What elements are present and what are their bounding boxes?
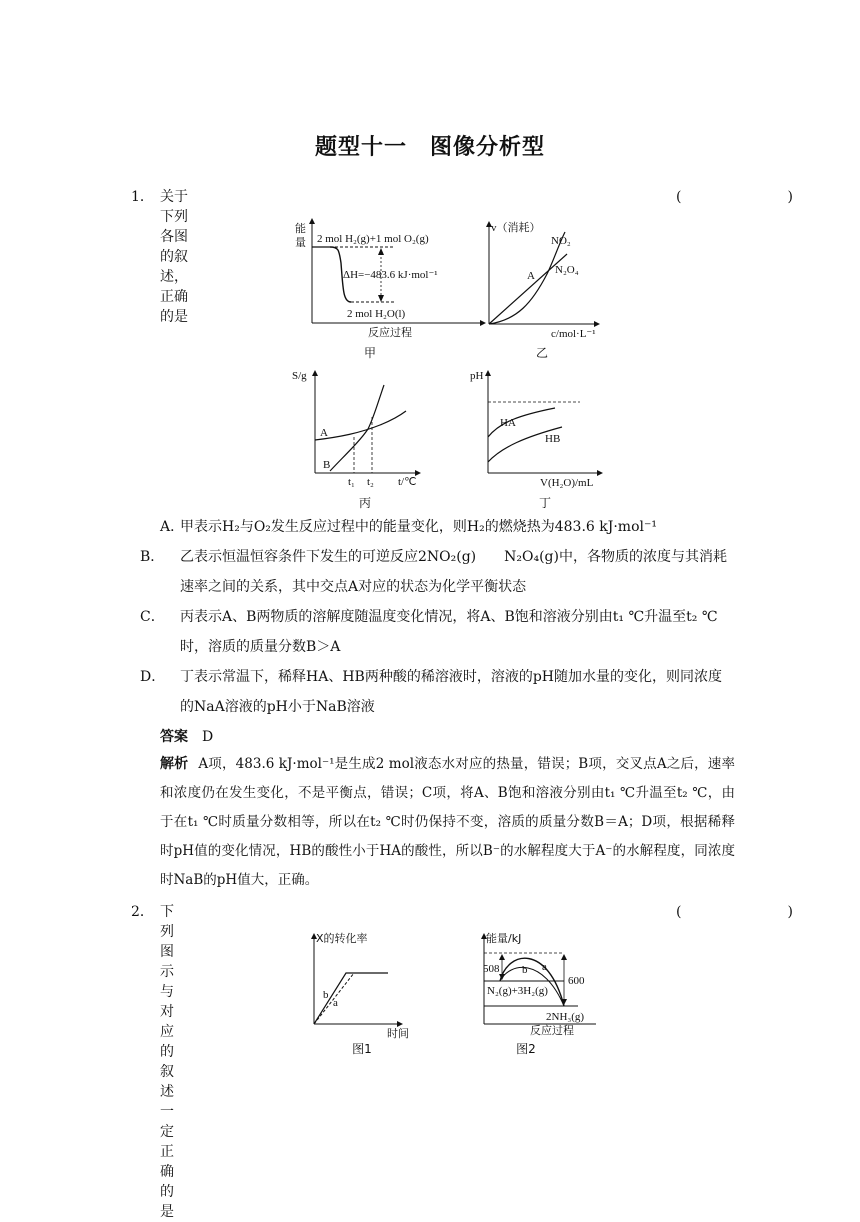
option-a [160,512,735,542]
answer-value: D [202,729,214,745]
answer-parentheses: ( ) [676,904,819,920]
solubility-chart [290,367,430,492]
x-axis-label: c/mol·L⁻¹ [551,328,596,340]
tick-t2: t₂ [367,476,374,488]
product-label: 2 mol H₂O(l) [347,308,406,320]
figure-2 [478,930,608,1060]
delta-h-label: ΔH=−483.6 kJ·mol⁻¹ [343,269,438,281]
figure-caption: 乙 [535,346,548,360]
y-axis-label-line2: 量 [295,236,306,249]
ph-dilution-chart [470,367,610,492]
page-title: 题型十一 图像分析型 [314,135,545,160]
conversion-chart [302,930,412,1040]
series-label-a: a [542,961,547,973]
series-label-hb: HB [545,433,561,445]
product-label: 2NH₃(g) [546,1011,585,1023]
figure-caption: 丙 [358,496,371,510]
series-label-a: A [320,427,328,439]
y-axis-label: X的转化率 [316,932,368,945]
rate-concentration-chart [477,218,607,343]
x-axis-label: t/℃ [398,476,417,488]
energy-diagram [295,218,495,343]
series-label-a: a [333,997,338,1009]
option-text: 乙表示恒温恒容条件下发生的可逆反应2NO₂(g) N₂O₄(g)中，各物质的浓度与其消耗速率之间的关系，其中交点A对应的状态为化学平衡状态 [180,549,727,595]
energy-profile-chart [478,930,608,1040]
figure-1 [302,930,412,1060]
figure-bing [290,367,430,512]
figure-caption: 甲 [363,346,376,360]
option-c [140,602,735,662]
y-axis-label-line1: 能 [295,222,306,235]
x-axis-label: V(H₂O)/mL [540,477,594,489]
series-label-b: b [323,989,329,1001]
figure-jia [295,218,495,358]
figure-caption: 丁 [538,496,551,510]
option-label: D． [140,669,166,685]
option-label: C． [140,609,165,625]
curve-a [315,411,406,440]
series-label-n2o4: N₂O₄ [555,264,579,276]
option-b [140,542,735,602]
option-text: 丙表示A、B两物质的溶解度随温度变化情况，将A、B饱和溶液分别由t₁ ℃升温至t₂ ℃时，溶质的质量分数B＞A [180,609,718,655]
option-d [140,662,735,722]
question-number: 1． [131,189,154,205]
figure-caption: 图1 [352,1042,372,1056]
answer-parentheses: ( ) [676,189,819,205]
series-label-no2: NO₂ [551,235,571,247]
activation-energy-left: 508 [483,963,500,975]
option-label: B． [140,549,165,565]
analysis-text: A项，483.6 kJ·mol⁻¹是生成2 mol液态水对应的热量，错误；B项，交叉点A之后，速率和浓度仍在发生变化，不是平衡点，错误；C项，将A、B饱和溶液分别由t₁ ℃升温至t₂ ℃，由于在t₁ ℃时质量分数相等，所以在t₂ ℃时仍保持不变，溶质的质量分数B＝A；D项，根据稀释时pH值的变化情况，HB的酸性小于HA的酸性，所以B⁻的水解程度大于A⁻的水解程度，同浓度时NaB的pH值大，正确。 [160,756,735,888]
reactant-label: 2 mol H₂(g)+1 mol O₂(g) [317,233,429,245]
y-axis-label: 能量/kJ [486,932,522,945]
reactants-label: N₂(g)+3H₂(g) [487,985,548,997]
y-axis-label: pH [470,370,484,382]
series-label-b: B [323,459,331,471]
figure-ding [470,367,610,512]
series-label-ha: HA [500,417,516,429]
activation-energy-right: 600 [568,975,585,987]
figure-caption: 图2 [516,1042,536,1056]
y-axis-label: S/g [292,370,307,382]
answer-label: 答案 [160,729,188,745]
tick-t1: t₁ [348,476,355,488]
x-axis-label: 反应过程 [530,1024,574,1037]
question-number: 2． [131,904,154,920]
x-axis-label: 时间 [387,1027,409,1040]
x-axis-label: 反应过程 [368,326,412,339]
analysis-label: 解析 [160,756,189,772]
option-text: 丁表示常温下，稀释HA、HB两种酸的稀溶液时，溶液的pH随加水量的变化，则同浓度的NaA溶液的pH小于NaB溶液 [180,669,722,715]
question-stem: 关于下列各图的叙述，正确的是 [160,189,188,325]
intersection-label: A [527,270,535,282]
series-label-b: b [522,964,528,976]
curve-a [500,958,564,1006]
figure-yi [477,218,607,358]
question-stem: 下列图示与对应的叙述一定正确的是 [160,904,174,1220]
y-axis-label: v（消耗） [491,222,541,234]
option-label: A． [160,519,185,535]
curve-b [330,385,384,471]
answer [160,726,213,746]
option-text: 甲表示H₂与O₂发生反应过程中的能量变化，则H₂的燃烧热为483.6 kJ·mol⁻¹ [180,519,657,535]
analysis [160,750,735,895]
